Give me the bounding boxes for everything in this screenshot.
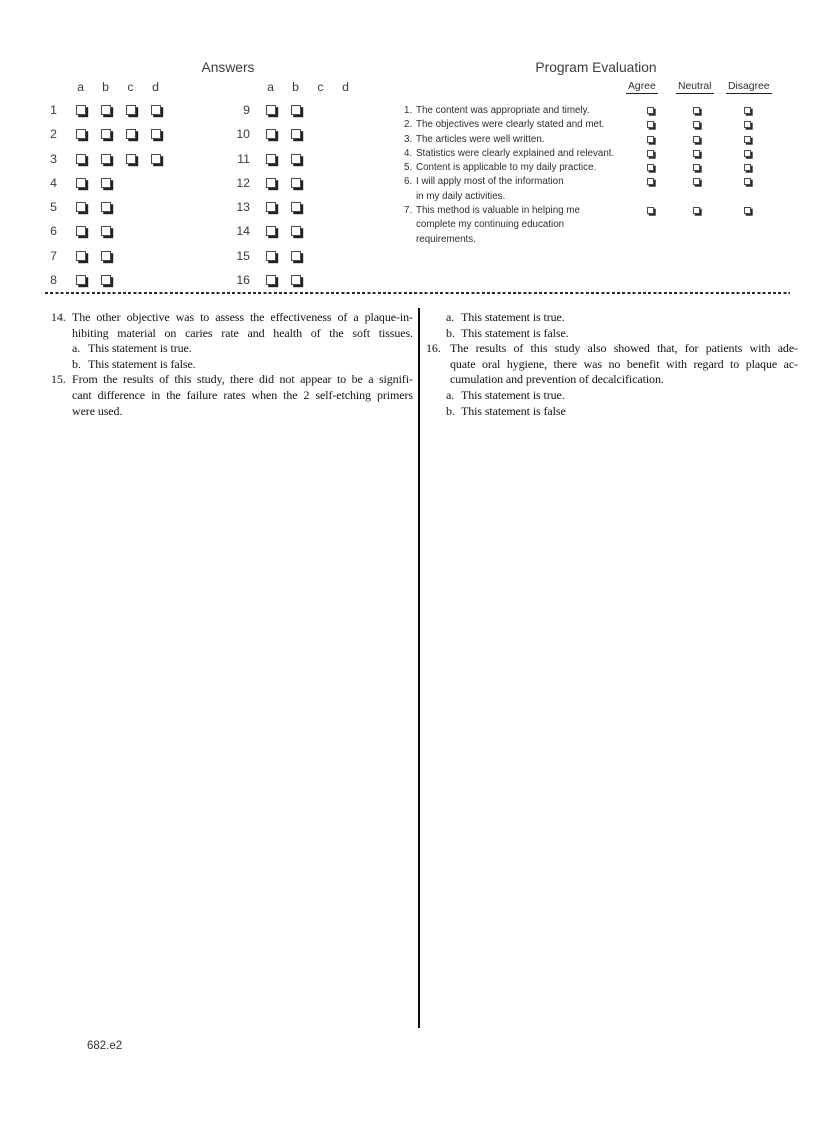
answer-box-cell bbox=[283, 129, 308, 139]
answer-checkbox-13a[interactable] bbox=[266, 202, 276, 212]
eval-item-text: The objectives were clearly stated and met. bbox=[416, 119, 605, 131]
eval-item-number: 2. bbox=[404, 119, 413, 131]
answer-checkbox-2d[interactable] bbox=[151, 129, 161, 139]
answer-box-cell bbox=[68, 129, 93, 139]
column-letter-d-right: d bbox=[342, 80, 349, 94]
answer-row-number: 5 bbox=[50, 200, 57, 215]
answers-grid-right bbox=[230, 98, 308, 292]
question-16 bbox=[426, 341, 798, 388]
evaluation-items bbox=[404, 104, 796, 247]
question-15 bbox=[51, 372, 413, 419]
eval-item-number: 5. bbox=[404, 162, 413, 174]
answer-box-cell bbox=[93, 105, 118, 115]
answer-checkbox-7b[interactable] bbox=[101, 251, 111, 261]
question-14 bbox=[51, 310, 413, 341]
eval-item-text-line bbox=[404, 147, 796, 161]
answer-box-cell bbox=[68, 105, 93, 115]
question-text-line: The other objective was to assess the effectiveness of a plaque-in- bbox=[72, 310, 413, 324]
answer-box-cell bbox=[93, 275, 118, 285]
answer-box-cell bbox=[283, 105, 308, 115]
answer-box-cell bbox=[93, 226, 118, 236]
eval-item-text: I will apply most of the information bbox=[416, 176, 564, 188]
answer-checkbox-2a[interactable] bbox=[76, 129, 86, 139]
answer-checkbox-8a[interactable] bbox=[76, 275, 86, 285]
column-letter-b-right: b bbox=[292, 80, 299, 94]
answer-row-7 bbox=[40, 244, 168, 268]
answer-box-cell bbox=[118, 129, 143, 139]
questions-right-column bbox=[426, 310, 798, 419]
answer-row-4 bbox=[40, 171, 168, 195]
option-letter: b. bbox=[72, 356, 81, 371]
answer-checkbox-15a[interactable] bbox=[266, 251, 276, 261]
eval-checkbox-3-agree[interactable] bbox=[647, 136, 654, 143]
eval-checkbox-3-disagree[interactable] bbox=[744, 136, 751, 143]
answer-checkbox-3a[interactable] bbox=[76, 154, 86, 164]
answer-checkbox-14b[interactable] bbox=[291, 226, 301, 236]
answer-row-number: 10 bbox=[236, 127, 250, 142]
question-text-line: were used. bbox=[72, 403, 123, 418]
answer-row-16 bbox=[230, 268, 308, 292]
eval-checkbox-7-neutral[interactable] bbox=[693, 207, 700, 214]
eval-checkbox-1-agree[interactable] bbox=[647, 107, 654, 114]
eval-item-text: This method is valuable in helping me bbox=[416, 205, 580, 217]
answer-checkbox-11b[interactable] bbox=[291, 154, 301, 164]
answer-checkbox-4b[interactable] bbox=[101, 178, 111, 188]
answer-row-number: 3 bbox=[50, 151, 57, 166]
answer-box-cell bbox=[258, 105, 283, 115]
answer-option-b bbox=[426, 326, 798, 342]
question-text-line: quate oral hygiene, there was no benefit with regard to plaque ac- bbox=[450, 356, 798, 371]
answer-box-cell bbox=[93, 154, 118, 164]
eval-checkbox-3-neutral[interactable] bbox=[693, 136, 700, 143]
eval-checkbox-7-agree[interactable] bbox=[647, 207, 654, 214]
eval-checkbox-5-neutral[interactable] bbox=[693, 164, 700, 171]
questions-left-column bbox=[51, 310, 413, 419]
option-text: This statement is false. bbox=[461, 325, 569, 340]
answer-checkbox-8b[interactable] bbox=[101, 275, 111, 285]
eval-header-neutral: Neutral bbox=[678, 81, 712, 92]
answer-checkbox-16a[interactable] bbox=[266, 275, 276, 285]
answer-checkbox-12a[interactable] bbox=[266, 178, 276, 188]
eval-checkbox-6-neutral[interactable] bbox=[693, 178, 700, 185]
eval-checkbox-4-agree[interactable] bbox=[647, 150, 654, 157]
answer-box-cell bbox=[93, 202, 118, 212]
answer-box-cell bbox=[118, 105, 143, 115]
answer-checkbox-1a[interactable] bbox=[76, 105, 86, 115]
column-letter-c-left: c bbox=[127, 80, 134, 94]
answer-box-cell bbox=[258, 226, 283, 236]
answer-row-3 bbox=[40, 147, 168, 171]
eval-item-text: Content is applicable to my daily practice. bbox=[416, 162, 597, 174]
question-number: 15. bbox=[51, 372, 66, 387]
eval-checkbox-5-disagree[interactable] bbox=[744, 164, 751, 171]
answer-checkbox-1c[interactable] bbox=[126, 105, 136, 115]
question-number: 14. bbox=[51, 310, 66, 324]
answer-box-cell bbox=[283, 154, 308, 164]
answers-title: Answers bbox=[201, 60, 255, 75]
eval-item-text: complete my continuing education bbox=[416, 219, 565, 231]
option-letter: b. bbox=[446, 403, 455, 418]
answer-box-cell bbox=[143, 154, 168, 164]
answer-row-14 bbox=[230, 219, 308, 243]
answer-box-cell bbox=[68, 154, 93, 164]
answer-row-10 bbox=[230, 122, 308, 146]
option-text: This statement is true. bbox=[88, 341, 192, 356]
eval-checkbox-5-agree[interactable] bbox=[647, 164, 654, 171]
answer-column-letters-right bbox=[258, 80, 358, 94]
eval-item-text: The content was appropriate and timely. bbox=[416, 105, 590, 116]
eval-item-text: requirements. bbox=[416, 233, 476, 245]
page-number: 682.e2 bbox=[87, 1040, 123, 1052]
answer-row-number: 7 bbox=[50, 248, 57, 263]
eval-item-text-line bbox=[404, 104, 796, 118]
eval-item-text-line bbox=[404, 133, 796, 147]
answer-box-cell bbox=[258, 251, 283, 261]
program-evaluation-title: Program Evaluation bbox=[535, 60, 657, 75]
answer-option-a bbox=[426, 310, 798, 326]
eval-item-1 bbox=[404, 104, 796, 118]
answer-option-a bbox=[426, 388, 798, 404]
answer-checkbox-11a[interactable] bbox=[266, 154, 276, 164]
eval-checkbox-6-disagree[interactable] bbox=[744, 178, 751, 185]
eval-header-agree: Agree bbox=[628, 81, 656, 92]
answers-grid-left bbox=[40, 98, 168, 292]
answer-checkbox-9b[interactable] bbox=[291, 105, 301, 115]
column-divider bbox=[418, 308, 420, 1028]
answer-row-number: 15 bbox=[236, 248, 250, 263]
question-text-line: hibiting material on caries rate and health of the soft tissues. bbox=[72, 325, 413, 340]
eval-item-7 bbox=[404, 204, 796, 247]
answer-box-cell bbox=[283, 251, 308, 261]
answer-checkbox-2c[interactable] bbox=[126, 129, 136, 139]
eval-item-6 bbox=[404, 175, 796, 204]
question-text-line: cant difference in the failure rates when the 2 self-etching primers bbox=[72, 387, 413, 402]
answer-checkbox-9a[interactable] bbox=[266, 105, 276, 115]
answer-checkbox-13b[interactable] bbox=[291, 202, 301, 212]
answer-row-2 bbox=[40, 122, 168, 146]
column-letter-a-right: a bbox=[267, 80, 274, 94]
answer-box-cell bbox=[258, 202, 283, 212]
option-letter: a. bbox=[72, 341, 81, 356]
answer-box-cell bbox=[258, 178, 283, 188]
answer-box-cell bbox=[68, 275, 93, 285]
question-text-line: cumulation and prevention of decalcification. bbox=[450, 372, 664, 387]
eval-item-3 bbox=[404, 133, 796, 147]
eval-item-text-line bbox=[404, 118, 796, 132]
eval-item-number: 1. bbox=[404, 105, 413, 116]
answer-row-number: 14 bbox=[236, 224, 250, 239]
answer-row-number: 8 bbox=[50, 272, 57, 287]
eval-checkbox-2-neutral[interactable] bbox=[693, 121, 700, 128]
eval-checkbox-4-neutral[interactable] bbox=[693, 150, 700, 157]
option-text: This statement is true. bbox=[461, 387, 565, 402]
column-letter-a-left: a bbox=[77, 80, 84, 94]
answer-row-number: 11 bbox=[237, 151, 250, 166]
eval-item-text-line bbox=[404, 175, 796, 189]
eval-checkbox-6-agree[interactable] bbox=[647, 178, 654, 185]
eval-checkbox-7-disagree[interactable] bbox=[744, 207, 751, 214]
answer-box-cell bbox=[68, 202, 93, 212]
eval-item-5 bbox=[404, 161, 796, 175]
question-text-line: From the results of this study, there did not appear to be a signifi- bbox=[72, 372, 413, 387]
answer-row-number: 6 bbox=[50, 224, 57, 239]
answer-row-15 bbox=[230, 244, 308, 268]
eval-item-2 bbox=[404, 118, 796, 132]
answer-box-cell bbox=[283, 202, 308, 212]
answer-checkbox-4a[interactable] bbox=[76, 178, 86, 188]
option-text: This statement is true. bbox=[461, 310, 565, 324]
answer-checkbox-6b[interactable] bbox=[101, 226, 111, 236]
dotted-divider bbox=[45, 292, 790, 294]
answer-row-number: 13 bbox=[236, 200, 250, 215]
answer-checkbox-6a[interactable] bbox=[76, 226, 86, 236]
answer-box-cell bbox=[68, 226, 93, 236]
eval-item-number: 4. bbox=[404, 147, 413, 159]
eval-checkbox-1-disagree[interactable] bbox=[744, 107, 751, 114]
eval-item-text-line bbox=[404, 161, 796, 175]
answer-checkbox-2b[interactable] bbox=[101, 129, 111, 139]
answer-row-12 bbox=[230, 171, 308, 195]
answer-box-cell bbox=[93, 251, 118, 261]
answer-checkbox-14a[interactable] bbox=[266, 226, 276, 236]
eval-item-text-line bbox=[404, 190, 796, 204]
eval-item-number: 3. bbox=[404, 133, 413, 145]
eval-checkbox-1-neutral[interactable] bbox=[693, 107, 700, 114]
eval-item-text-line bbox=[404, 233, 796, 247]
eval-item-text-line bbox=[404, 204, 796, 218]
answer-row-1 bbox=[40, 98, 168, 122]
answer-checkbox-5b[interactable] bbox=[101, 202, 111, 212]
eval-checkbox-2-agree[interactable] bbox=[647, 121, 654, 128]
answer-checkbox-16b[interactable] bbox=[291, 275, 301, 285]
column-letter-c-right: c bbox=[317, 80, 324, 94]
answer-checkbox-3d[interactable] bbox=[151, 154, 161, 164]
answer-box-cell bbox=[93, 129, 118, 139]
answer-row-number: 12 bbox=[236, 175, 250, 190]
answer-row-11 bbox=[230, 147, 308, 171]
answer-row-number: 9 bbox=[243, 103, 250, 118]
answer-checkbox-15b[interactable] bbox=[291, 251, 301, 261]
eval-item-text-line bbox=[404, 218, 796, 232]
answer-box-cell bbox=[258, 154, 283, 164]
answer-row-13 bbox=[230, 195, 308, 219]
answer-row-number: 2 bbox=[50, 127, 57, 142]
answer-checkbox-10a[interactable] bbox=[266, 129, 276, 139]
option-letter: a. bbox=[446, 310, 455, 324]
eval-item-text: The articles were well written. bbox=[416, 133, 545, 145]
eval-item-number: 7. bbox=[404, 205, 413, 217]
answer-box-cell bbox=[283, 226, 308, 236]
answer-box-cell bbox=[283, 178, 308, 188]
answer-box-cell bbox=[258, 275, 283, 285]
eval-item-number: 6. bbox=[404, 176, 413, 188]
answer-checkbox-10b[interactable] bbox=[291, 129, 301, 139]
answer-box-cell bbox=[258, 129, 283, 139]
answer-checkbox-3c[interactable] bbox=[126, 154, 136, 164]
option-letter: b. bbox=[446, 325, 455, 340]
option-letter: a. bbox=[446, 387, 455, 402]
question-text-line: The results of this study also showed that, for patients with ade- bbox=[450, 341, 798, 356]
answer-row-8 bbox=[40, 268, 168, 292]
answer-option-a bbox=[51, 341, 413, 357]
eval-header-disagree: Disagree bbox=[728, 81, 770, 92]
eval-item-text: in my daily activities. bbox=[416, 190, 506, 202]
column-letter-d-left: d bbox=[152, 80, 159, 94]
answer-option-b bbox=[51, 357, 413, 373]
answer-row-number: 1 bbox=[50, 103, 57, 118]
answer-checkbox-12b[interactable] bbox=[291, 178, 301, 188]
answer-box-cell bbox=[68, 178, 93, 188]
answer-option-b bbox=[426, 404, 798, 420]
eval-item-text: Statistics were clearly explained and relevant. bbox=[416, 147, 615, 159]
answer-row-number: 4 bbox=[50, 175, 57, 190]
answer-box-cell bbox=[118, 154, 143, 164]
answer-column-letters-left bbox=[68, 80, 168, 94]
answer-box-cell bbox=[283, 275, 308, 285]
answer-row-number: 16 bbox=[236, 272, 250, 287]
eval-checkbox-4-disagree[interactable] bbox=[744, 150, 751, 157]
answer-checkbox-1d[interactable] bbox=[151, 105, 161, 115]
answer-row-5 bbox=[40, 195, 168, 219]
answer-box-cell bbox=[68, 251, 93, 261]
question-number: 16. bbox=[426, 341, 441, 356]
option-text: This statement is false. bbox=[88, 356, 196, 371]
eval-item-4 bbox=[404, 147, 796, 161]
column-letter-b-left: b bbox=[102, 80, 109, 94]
answer-checkbox-5a[interactable] bbox=[76, 202, 86, 212]
answer-row-6 bbox=[40, 219, 168, 243]
answer-box-cell bbox=[143, 105, 168, 115]
answer-box-cell bbox=[93, 178, 118, 188]
answer-checkbox-7a[interactable] bbox=[76, 251, 86, 261]
option-text: This statement is false bbox=[461, 403, 566, 418]
answer-checkbox-1b[interactable] bbox=[101, 105, 111, 115]
answer-checkbox-3b[interactable] bbox=[101, 154, 111, 164]
answer-row-9 bbox=[230, 98, 308, 122]
eval-checkbox-2-disagree[interactable] bbox=[744, 121, 751, 128]
answer-box-cell bbox=[143, 129, 168, 139]
